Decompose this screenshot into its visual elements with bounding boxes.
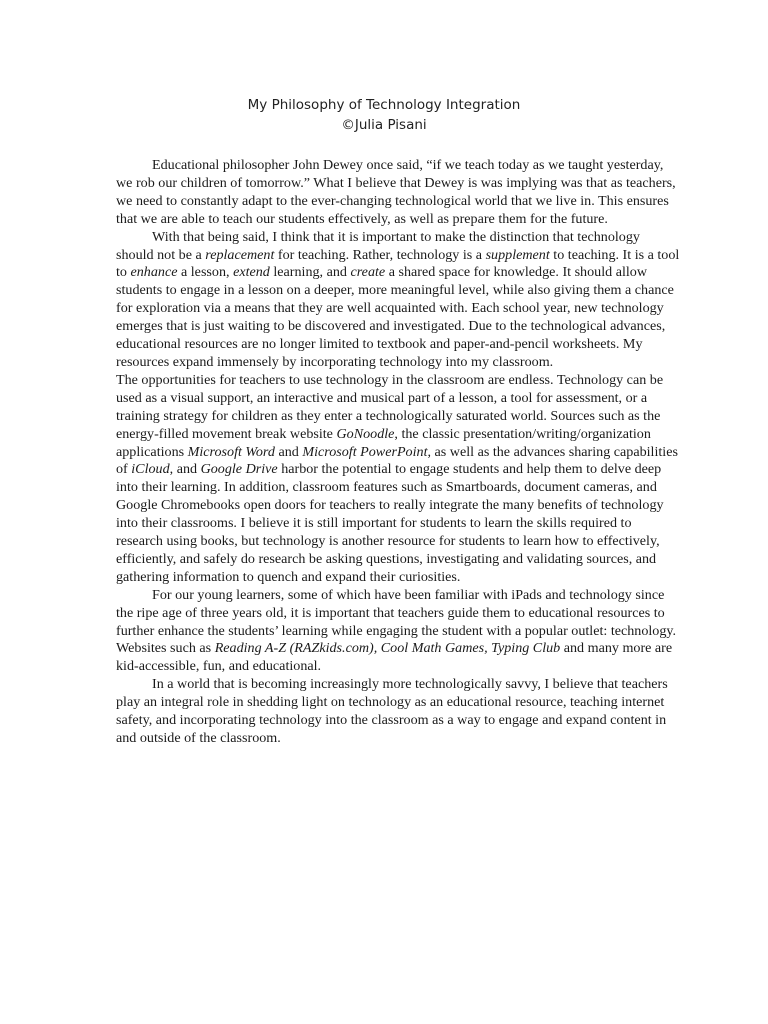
italic-text: iCloud bbox=[131, 461, 170, 478]
paragraph-text: For our young learners, some of which have been familiar with iPads and technology since the ripe age of three years old, it is important that teachers guide them to educational resources to further enhance the students’ learning while engaging the student with a popular outlet: technology. Websites such as bbox=[116, 586, 677, 657]
paragraph-text: The opportunities for teachers to use technology in the classroom are endless. Technology can be used as a visual support, an interactive and musical part of a lesson, a tool for assessment, or a training strategy for children as they enter a technologically saturated world. Sources such as the energy-filled movement break website bbox=[116, 371, 664, 442]
italic-text: GoNoodle bbox=[336, 425, 395, 442]
paragraph-text: Educational philosopher John Dewey once said, “if we teach today as we taught yesterday, we rob our children of tomorrow.” What I believe that Dewey is was implying was that as teachers, we need to constantly adapt to the ever-changing technological world that we live in. This ensures that we are able to teach our students effectively, as well as prepare them for the future. bbox=[116, 157, 676, 227]
paragraph-text: harbor the potential to engage students and help them to delve deep into their learning. In addition, classroom features such as Smartboards, document cameras, and Google Chromebooks open doors for teachers to really integrate the many benefits of technology into their classrooms. I believe it is still important for students to learn the skills required to research using books, but technology is another resource for students to learn how to effectively, efficiently, and safely do research be asking questions, investigating and validating sources, and gathering information to quench and expand their curiosities. bbox=[116, 461, 664, 585]
paragraph-text: , the classic presentation/writing/organization applications bbox=[116, 425, 651, 460]
paragraph-text: a shared space for knowledge. It should allow students to engage in a lesson on a deeper, more meaningful level, while also giving them a chance for exploration via a means that they are well acquainted with. Each school year, new technology emerges that is just waiting to be discovered and investigated. Due to the technological advances, educational resources are no longer limited to textbook and paper-and-pencil worksheets. My resources expand immensely by incorporating technology into my classroom. bbox=[116, 264, 674, 370]
paragraph-text: , and bbox=[169, 461, 201, 478]
italic-text: replacement bbox=[205, 246, 275, 263]
paragraph-text: learning, and bbox=[269, 264, 351, 281]
paragraph-text: and many more are kid-accessible, fun, and educational. bbox=[116, 640, 673, 675]
italic-text: supplement bbox=[485, 246, 550, 263]
italic-text: create bbox=[350, 264, 386, 281]
paragraph-text: With that being said, I think that it is important to make the distinction that technology should not be a bbox=[116, 228, 640, 263]
paragraph bbox=[116, 587, 680, 677]
italic-text: Google Drive bbox=[200, 461, 278, 478]
paragraph-text: In a world that is becoming increasingly more technologically savvy, I believe that teachers play an integral role in shedding light on technology as an educational resource, teaching internet safety, and incorporating technology into the classroom as a way to engage and expand content in and outside of the classroom. bbox=[116, 676, 668, 746]
paragraph-text: for teaching. Rather, technology is a bbox=[274, 246, 486, 263]
italic-text: Microsoft PowerPoint bbox=[302, 443, 428, 460]
paragraph-text: and bbox=[274, 443, 303, 460]
document-author: ©Julia Pisani bbox=[341, 117, 427, 133]
paragraph bbox=[116, 372, 680, 587]
document-title: My Philosophy of Technology Integration bbox=[247, 97, 521, 113]
italic-text: extend bbox=[233, 264, 270, 281]
paragraph-text: to teaching. It is a tool to bbox=[116, 246, 680, 281]
paragraph bbox=[116, 676, 680, 748]
paragraph-text: , as well as the advances sharing capabilities of bbox=[116, 443, 678, 478]
document-body bbox=[116, 157, 680, 748]
paragraph bbox=[116, 157, 680, 229]
document-header bbox=[0, 95, 768, 135]
italic-text: Reading A-Z (RAZkids.com), Cool Math Games, Typing Club bbox=[214, 640, 561, 657]
paragraph-text: a lesson, bbox=[177, 264, 234, 281]
italic-text: Microsoft Word bbox=[187, 443, 275, 460]
paragraph bbox=[116, 229, 680, 372]
italic-text: enhance bbox=[130, 264, 178, 281]
